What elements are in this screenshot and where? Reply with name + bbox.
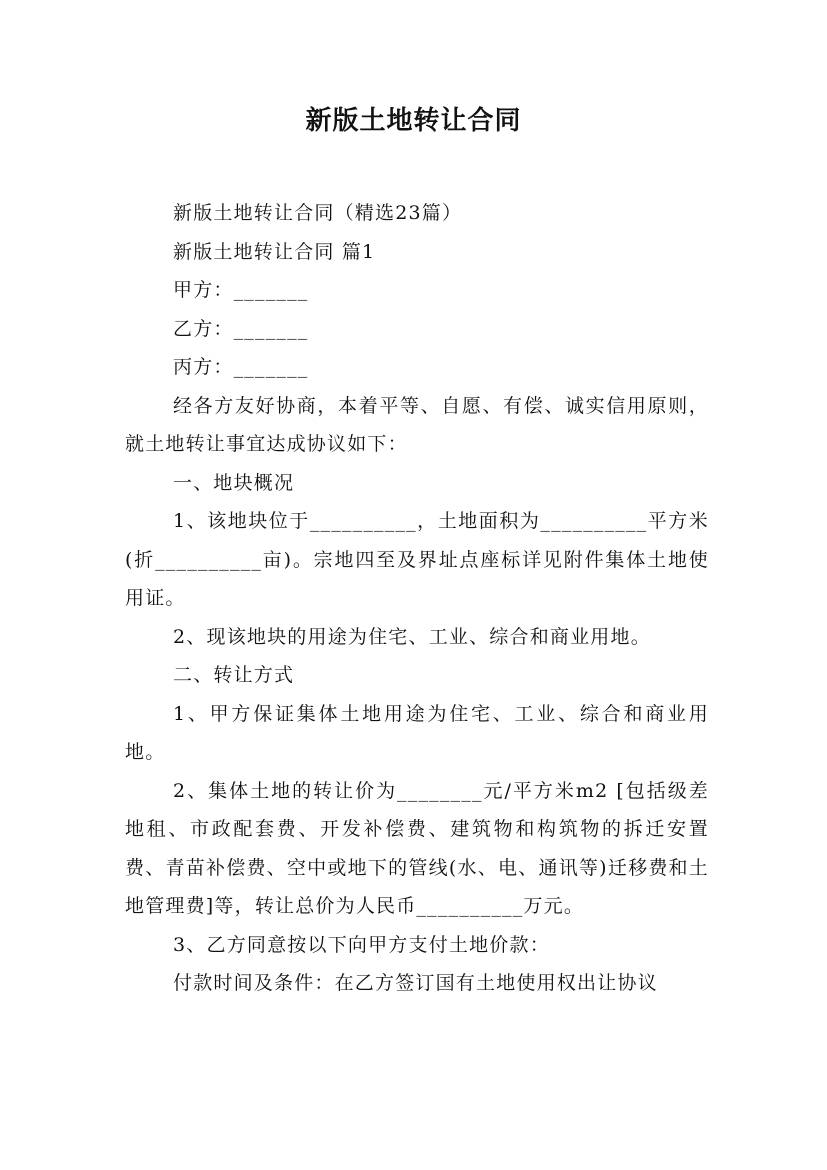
party-a-line: 甲方：_______ [173, 279, 309, 301]
document-title: 新版土地转让合同 [305, 106, 522, 136]
section-2-item-1: 1、甲方保证集体土地用途为住宅、工业、综合和商业用地。 [125, 702, 709, 763]
section-2-item-3: 3、乙方同意按以下向甲方支付土地价款： [173, 933, 550, 956]
section-1-item-1: 1、该地块位于__________，土地面积为__________平方米(折__________亩)。宗地四至及界址点座标详见附件集体土地使用证。 [125, 510, 709, 609]
section-1-item-2: 2、现该地块的用途为住宅、工业、综合和商业用地。 [173, 625, 651, 648]
section-2-item-2: 2、集体土地的转让价为________元/平方米m2 [包括级差地租、市政配套费、开发补偿费、建筑物和构筑物的拆迁安置费、青苗补偿费、空中或地下的管线(水、电、通讯等)迁移费和土地管理费]等，转让总价为人民币__________万元。 [125, 779, 709, 917]
chapter-heading: 新版土地转让合同 篇1 [173, 240, 376, 263]
preamble-paragraph: 经各方友好协商，本着平等、自愿、有偿、诚实信用原则，就土地转让事宜达成协议如下： [125, 394, 709, 455]
section-1-heading: 一、地块概况 [173, 471, 295, 494]
payment-terms-line: 付款时间及条件：在乙方签订国有土地使用权出让协议 [173, 972, 658, 994]
subtitle-line: 新版土地转让合同（精选23篇） [173, 202, 463, 224]
section-2-heading: 二、转让方式 [173, 664, 295, 686]
party-c-line: 丙方：_______ [173, 356, 309, 378]
document-body [125, 194, 709, 1003]
party-b-line: 乙方：_______ [173, 317, 309, 340]
